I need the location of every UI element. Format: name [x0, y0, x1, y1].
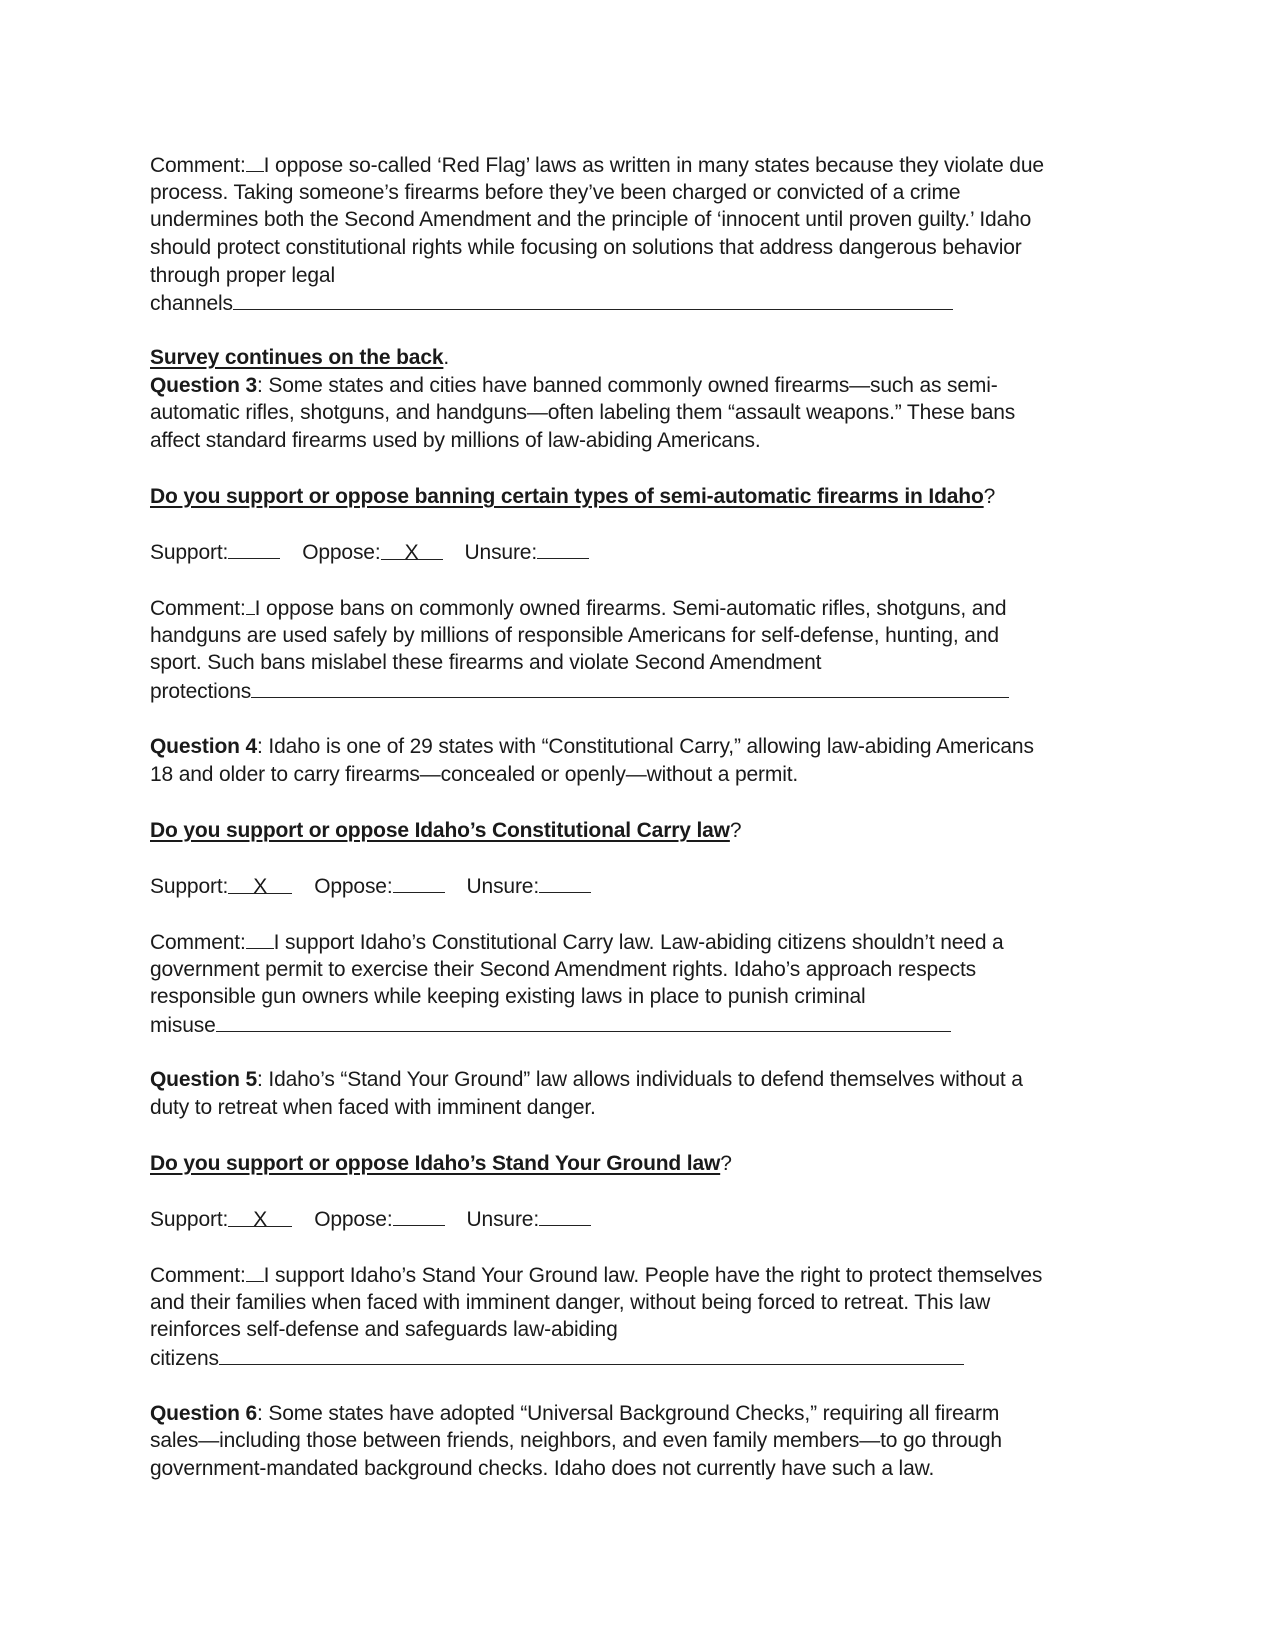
continue-note-punct: . [443, 346, 450, 369]
question-label: Question 4 [150, 735, 258, 758]
option-unsure[interactable] [467, 872, 591, 901]
question-text: : Idaho’s “Stand Your Ground” law allows individuals to defend themselves without a [257, 1068, 1023, 1091]
comment-label: Comment: [150, 154, 246, 177]
option-support[interactable] [150, 873, 292, 901]
comment-text: I oppose so-called ‘Red Flag’ laws as written in many states because they violate due [263, 154, 1044, 177]
q2-comment-line: through proper legal [150, 264, 335, 287]
q4-options [150, 872, 613, 901]
comment-text: I support Idaho’s Constitutional Carry law. Law-abiding citizens shouldn’t need a [273, 931, 1004, 954]
prompt-text: Do you support or oppose Idaho’s Constitutional Carry law [150, 819, 730, 842]
option-support[interactable] [150, 1206, 292, 1234]
comment-label: Comment: [150, 597, 246, 620]
comment-text: misuse [150, 1014, 216, 1037]
q3-comment-line: sport. Such bans mislabel these firearms and violate Second Amendment [150, 651, 822, 674]
q4-prompt [150, 817, 741, 845]
q5-intro-line: duty to retreat when faced with imminent danger. [150, 1096, 596, 1119]
comment-text: citizens [150, 1347, 219, 1370]
q3-comment-last-line [150, 677, 1009, 706]
comment-fill-line[interactable] [233, 289, 953, 310]
q3-intro-line [150, 372, 998, 400]
q4-intro-line: 18 and older to carry firearms—concealed or openly—without a permit. [150, 763, 799, 786]
option-label: Unsure: [464, 541, 538, 564]
option-support[interactable] [150, 538, 280, 567]
continue-note-text: Survey continues on the back [150, 346, 444, 369]
comment-fill-line[interactable] [251, 677, 1009, 698]
option-oppose[interactable] [314, 1205, 444, 1234]
q6-intro-line [150, 1400, 999, 1428]
option-blank[interactable] [393, 872, 445, 893]
q3-options [150, 538, 611, 567]
option-blank[interactable]: X [228, 873, 292, 894]
q4-intro-line [150, 733, 1034, 761]
q5-options [150, 1205, 613, 1234]
q5-intro-line [150, 1066, 1023, 1094]
option-blank[interactable] [537, 538, 589, 559]
q5-comment-last-line [150, 1344, 964, 1373]
q4-comment-line: responsible gun owners while keeping existing laws in place to punish criminal [150, 985, 866, 1008]
q5-comment-line: and their families when faced with imminent danger, without being forced to retreat. This law [150, 1291, 991, 1314]
option-blank[interactable] [228, 538, 280, 559]
q4-comment-line: government permit to exercise their Second Amendment rights. Idaho’s approach respects [150, 958, 976, 981]
prompt-punct: ? [983, 485, 996, 508]
question-label: Question 3 [150, 374, 258, 397]
comment-blank [246, 594, 255, 615]
comment-blank [246, 151, 264, 172]
q3-comment-line: handguns are used safely by millions of responsible Americans for self-defense, hunting, and [150, 624, 999, 647]
comment-fill-line[interactable] [216, 1011, 951, 1032]
comment-text: protections [150, 680, 252, 703]
option-label: Unsure: [466, 1208, 540, 1231]
q2-comment-line: undermines both the Second Amendment and the principle of ‘innocent until proven guilty.’ Idaho [150, 208, 1032, 231]
q5-comment-line [150, 1261, 1042, 1290]
q6-intro-line: government-mandated background checks. Idaho does not currently have such a law. [150, 1457, 935, 1480]
option-blank[interactable]: X [228, 1206, 292, 1227]
prompt-punct: ? [720, 1152, 732, 1175]
q6-intro-line: sales—including those between friends, neighbors, and even family members—to go through [150, 1429, 1002, 1452]
option-label: Oppose: [314, 875, 393, 898]
option-label: Oppose: [314, 1208, 393, 1231]
prompt-text: Do you support or oppose banning certain types of semi-automatic firearms in Idaho [150, 485, 984, 508]
comment-fill-line[interactable] [219, 1344, 964, 1365]
comment-text: I support Idaho’s Stand Your Ground law. People have the right to protect themselves [263, 1264, 1043, 1287]
q4-comment-line [150, 928, 1004, 957]
option-label: Oppose: [302, 541, 381, 564]
q3-prompt [150, 483, 995, 511]
comment-label: Comment: [150, 931, 246, 954]
q2-comment-last-line [150, 289, 953, 318]
option-blank[interactable] [393, 1205, 445, 1226]
question-label: Question 6 [150, 1402, 258, 1425]
comment-blank [246, 1261, 264, 1282]
option-label: Support: [150, 1208, 229, 1231]
question-label: Question 5 [150, 1068, 258, 1091]
q4-comment-last-line [150, 1011, 951, 1040]
q3-intro-line: affect standard firearms used by millions of law-abiding Americans. [150, 429, 761, 452]
question-text: : Idaho is one of 29 states with “Constitutional Carry,” allowing law-abiding Americans [257, 735, 1034, 758]
option-blank[interactable]: X [381, 539, 443, 560]
q5-comment-line: reinforces self-defense and safeguards law-abiding [150, 1318, 618, 1341]
q3-intro-line: automatic rifles, shotguns, and handguns—often labeling them “assault weapons.” These bans [150, 401, 1016, 424]
question-text: : Some states and cities have banned commonly owned firearms—such as semi- [257, 374, 998, 397]
prompt-punct: ? [729, 819, 742, 842]
option-label: Unsure: [466, 875, 540, 898]
q2-comment-line: should protect constitutional rights while focusing on solutions that address dangerous behavior [150, 236, 1022, 259]
option-oppose[interactable] [314, 872, 444, 901]
prompt-text: Do you support or oppose Idaho’s Stand Your Ground law [150, 1152, 721, 1175]
option-blank[interactable] [539, 872, 591, 893]
comment-label: Comment: [150, 1264, 246, 1287]
option-blank[interactable] [539, 1205, 591, 1226]
comment-text: I oppose bans on commonly owned firearms. Semi-automatic rifles, shotguns, and [254, 597, 1007, 620]
option-label: Support: [150, 875, 229, 898]
q2-comment-line: process. Taking someone’s firearms before they’ve been charged or convicted of a crime [150, 181, 961, 204]
comment-blank [246, 928, 274, 949]
q5-prompt [150, 1150, 732, 1178]
continue-note [150, 344, 449, 372]
q2-comment-line [150, 151, 1044, 180]
comment-text: channels [150, 292, 233, 315]
option-unsure[interactable] [465, 538, 589, 567]
question-text: : Some states have adopted “Universal Background Checks,” requiring all firearm [257, 1402, 1000, 1425]
q3-comment-line [150, 594, 1006, 623]
option-oppose[interactable] [302, 539, 442, 567]
option-unsure[interactable] [467, 1205, 591, 1234]
option-label: Support: [150, 541, 229, 564]
